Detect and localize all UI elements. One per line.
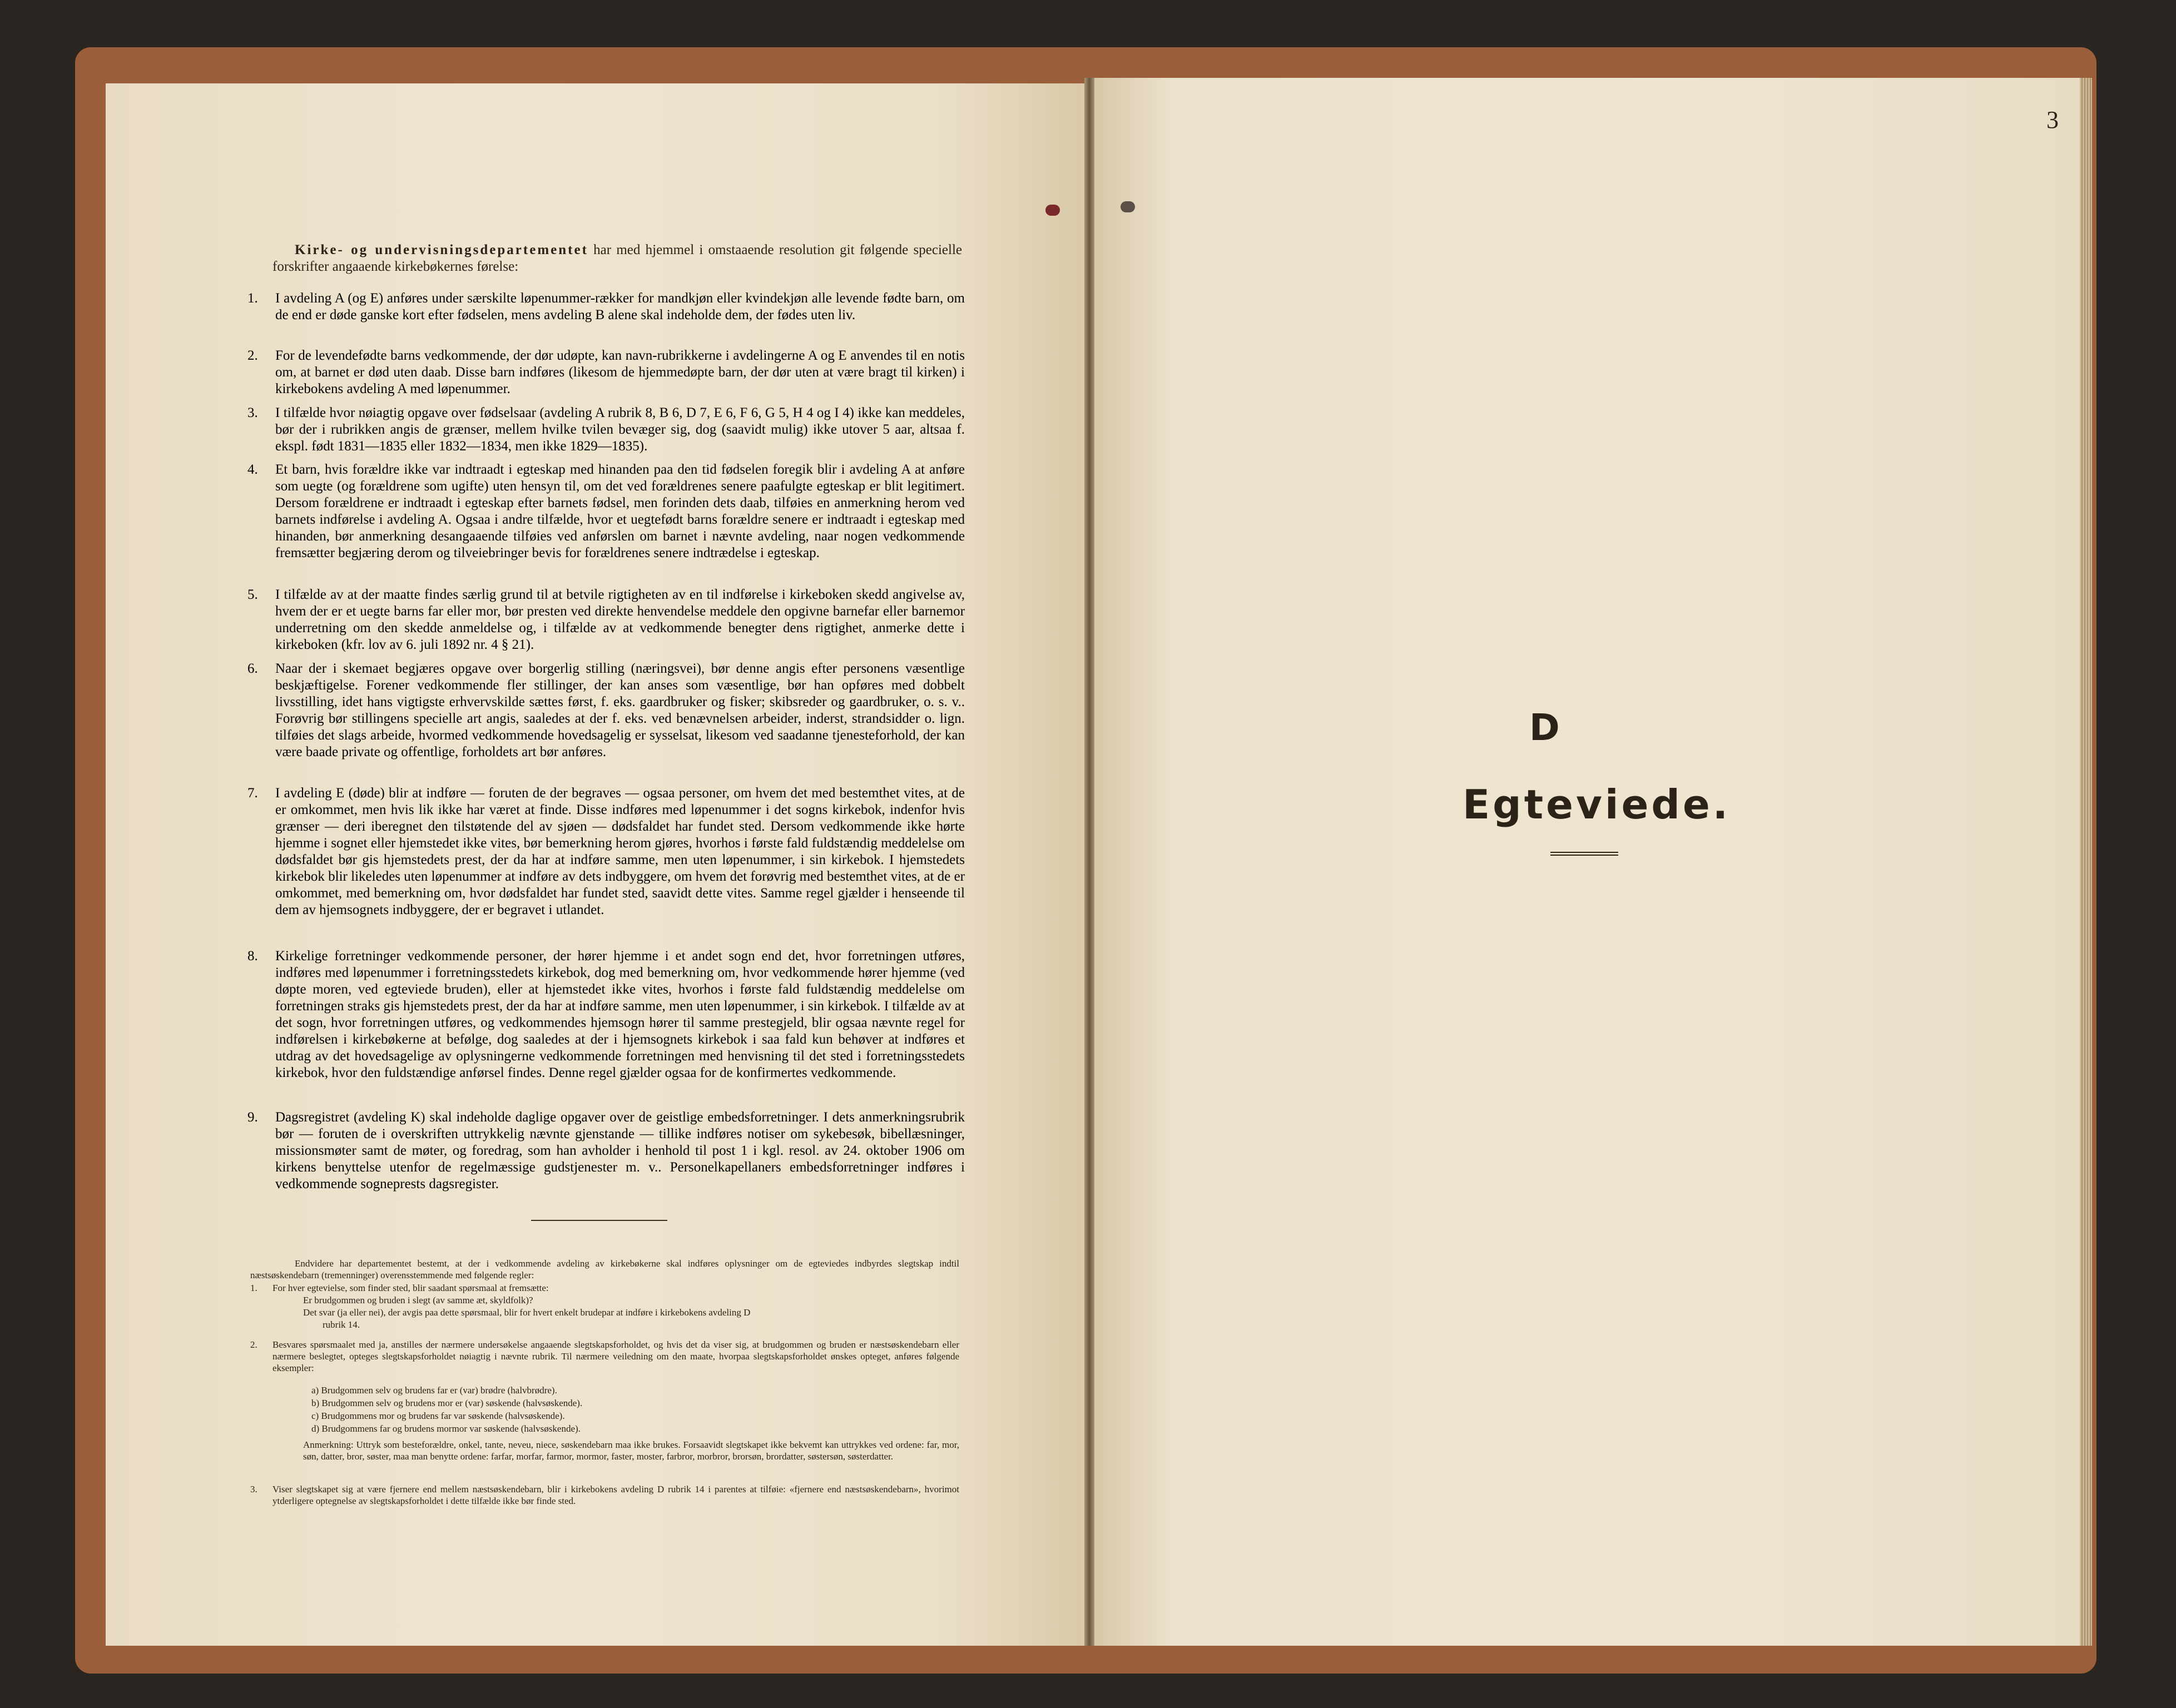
- page-stack-edge: [2080, 78, 2092, 1646]
- section-title: Egteviede.: [1463, 781, 1731, 828]
- regulation-item: [247, 587, 965, 653]
- item-text: I avdeling A (og E) anføres under særskilte løpenummer-rækker for mandkjøn eller kvindekjøn alle levende fødte barn, om de end er døde ganske kort efter fødselen, mens avdeling B alene skal indeholde dem, der fødes uten liv.: [275, 291, 965, 322]
- footnote-number: 3.: [250, 1484, 257, 1494]
- regulation-item: [247, 785, 965, 918]
- item-text: Naar der i skemaet begjæres opgave over borgerlig stilling (næringsvei), bør denne angis efter personens væsentlige beskjæftigelse. Forener vedkommende fler stillinger, der kan anses som væsentlige, bør han opføres med dobbelt livsstilling, idet hans vigtigste erhvervskilde sættes først, f. eks. gaardbruker og fisker; skibsreder og gaardbruker, o. s. v.. Forøvrig bør stillingens specielle art angis, saaledes at der f. eks. ved benævnelsen arbeider, inderst, strandsidder o. lign. tilføies det slags arbeide, hvormed vedkommende hovedsagelig er sysselsat, likesom ved saadanne tjenesteforhold, der kan være baade private og offentlige, forholdets art bør anføres.: [275, 661, 965, 759]
- title-underline: [1550, 852, 1618, 856]
- section-letter: D: [1529, 706, 1560, 749]
- item-text: For de levendefødte barns vedkommende, der dør udøpte, kan navn-rubrikkerne i avdelingerne A og E anvendes til en notis om, at barnet er død uten daab. Disse barn indføres (likesom de hjemmedøpte barn, der dør uten at være bragt til kirken) i kirkebokens avdeling A med løpenummer.: [275, 348, 965, 396]
- regulation-item: [247, 405, 965, 455]
- example-line: a) Brudgommen selv og brudens far er (var) brødre (halvbrødre).: [311, 1385, 557, 1396]
- footnote-question: Er brudgommen og bruden i slegt (av samme æt, skyldfolk)?: [303, 1295, 533, 1305]
- footnote-question: rubrik 14.: [323, 1319, 360, 1330]
- footnote-question: Det svar (ja eller nei), der avgis paa dette spørsmaal, blir for hvert enkelt brudepar at indføre i kirkebokens avdeling D: [303, 1307, 751, 1318]
- page-number: 3: [2046, 106, 2059, 133]
- book-gutter: [1084, 78, 1094, 1646]
- intro-paragraph: [272, 242, 962, 275]
- item-text: Et barn, hvis forældre ikke var indtraadt i egteskap med hinanden paa den tid fødselen foregik blir i avdeling A at anføre som uegte (og forældrene som ugifte) uten hensyn til, om det ved forældrenes senere paafulgte egteskap er blit legitimert. Dersom forældrene er indtraadt i egteskap efter barnets fødsel, men forinden dets daab, tilføies en anmerkning herom ved barnets indførelse i avdeling A. Ogsaa i andre tilfælde, hvor et uegtefødt barns forældre senere er indtraadt i egteskap med hinanden, bør anmerkning desangaaende tilføies ved anførslen om barnet i nævnte avdeling, naar nogen vedkommende fremsætter begjæring derom og tilveiebringer bevis for forældrenes senere indtrædelse i egteskap.: [275, 462, 965, 560]
- right-page: [1093, 78, 2080, 1646]
- footnote-item: [250, 1339, 959, 1374]
- item-number: 5.: [247, 587, 258, 602]
- footnote-number: 2.: [250, 1339, 257, 1350]
- example-line: c) Brudgommens mor og brudens far var søskende (halvsøskende).: [311, 1411, 565, 1421]
- footnote-item: [250, 1282, 959, 1294]
- footnote-item: [250, 1483, 959, 1507]
- item-number: 6.: [247, 661, 258, 676]
- item-text: Kirkelige forretninger vedkommende personer, der hører hjemme i et andet sogn end det, hvor forretningen utføres, indføres med løpenummer i forretningsstedets kirkebok, dog med bemerkning om, hvor vedkommende hører hjemme (ved døpte moren, ved egteviede bruden), eller at hjemstedet ikke vites, hvorhos i første fald fuldstændig meddelelse om forretningen straks gis hjemstedets prest, der da har at indføre samme, men uten løpenummer, i sin kirkebok. I tilfælde av at det sogn, hvor forretningen utføres, og vedkommendes hjemsogn hører til samme prestegjeld, blir ogsaa nævnte regel for indførelsen i kirkebøkerne at befølge, dog saaledes at der i hjemsognets kirkebok i saa fald kun behøver at indføres et utdrag av det hovedsagelige av oplysningerne vedkommende forretningen med henvisning til det sted i forretningsstedets kirkebok, hvor den fuldstændige anførsel findes. Denne regel gjælder ogsaa for de konfirmertes vedkommende.: [275, 949, 965, 1080]
- item-text: I avdeling E (døde) blir at indføre — foruten de der begraves — ogsaa personer, om hvem det med bestemthet vites, at de er omkommet, men hvis lik ikke har været at finde. Disse indføres med løpenummer i det sogns kirkebok, indenfor hvis grænser — deri iberegnet den tilstøtende del av sjøen — dødsfaldet har fundet sted. Dersom vedkommende ikke hørte hjemme i sognet eller hjemstedet ikke vites, bør bemerkning herom gjøres, hvorhos i første fald fuldstændig meddelelse om dødsfaldet bør gis hjemstedets prest, der da har at indføre samme, men uten løpenummer, i sin kirkebok. I hjemstedets kirkebok blir likeledes uten løpenummer at indføre av dets indbyggere, om hvem det forøvrig med bestemthet vites, at de er omkommet, med bemerkning om, hvor dødsfaldet har fundet sted, saavidt dette vites. Samme regel gjælder i henseende til dem av hjemsognets indbyggere, der er begravet i utlandet.: [275, 786, 965, 917]
- grey-page-marker-icon: [1121, 201, 1135, 212]
- intro-rest: har med hjemmel i omstaaende resolution git følgende specielle forskrifter angaaende kirkebøkernes førelse:: [272, 242, 962, 274]
- regulation-item: [247, 948, 965, 1081]
- item-number: 8.: [247, 949, 258, 964]
- footnote-text: Viser slegtskapet sig at være fjernere end mellem næstsøskendebarn, blir i kirkebokens avdeling D rubrik 14 i parentes at tilføie: «fjernere end næstsøskendebarn», hvorimot ytderligere optegnelse av slegtskapsforholdet i dette tilfælde ikke bør finde sted.: [272, 1484, 959, 1506]
- regulation-item: [247, 1109, 965, 1193]
- section-divider: [531, 1220, 667, 1221]
- item-text: I tilfælde av at der maatte findes særlig grund til at betvile rigtigheten av en til indførelse i kirkeboken skedd angivelse av, hvem der er et uegte barns far eller mor, bør presten ved direkte henvendelse meddele den opgivne barnefar eller barnemor underretning om den skedde anmeldelse og, i tilfælde av at vedkommende benegter dens rigtighet, anmerke dette i kirkeboken (kfr. lov av 6. juli 1892 nr. 4 § 21).: [275, 587, 965, 652]
- regulation-item: [247, 347, 965, 398]
- red-page-marker-icon: [1045, 205, 1060, 216]
- item-number: 7.: [247, 786, 258, 801]
- item-number: 3.: [247, 405, 258, 420]
- example-line: b) Brudgommen selv og brudens mor er (var) søskende (halvsøskende).: [311, 1398, 583, 1408]
- footnote-intro: Endvidere har departementet bestemt, at der i vedkommende avdeling av kirkebøkerne skal indføres oplysninger om de egteviedes indbyrdes slegtskap indtil næstsøskendebarn (tremenninger) overensstemmende med følgende regler:: [250, 1258, 959, 1280]
- item-number: 4.: [247, 462, 258, 477]
- footnote-text: Besvares spørsmaalet med ja, anstilles der nærmere undersøkelse angaaende slegtskapsforholdet, og hvis det da viser sig, at brudgommen og bruden er næstsøskendebarn eller nærmere beslegtet, opteges slegtskapsforholdet nøiagtig i nævnte rubrik. Til nærmere veiledning om den maate, hvorpaa slegtskapsforholdet ønskes opteget, anføres følgende eksempler:: [272, 1339, 959, 1373]
- footnote-text: For hver egtevielse, som finder sted, blir saadant spørsmaal at fremsætte:: [272, 1283, 549, 1293]
- example-line: d) Brudgommens far og brudens mormor var søskende (halvsøskende).: [311, 1423, 581, 1434]
- regulation-item: [247, 290, 965, 324]
- item-text: I tilfælde hvor nøiagtig opgave over fødselsaar (avdeling A rubrik 8, B 6, D 7, E 6, F 6, G 5, H 4 og I 4) ikke kan meddeles, bør der i rubrikken angis de grænser, mellem hvilke tvilen bevæger sig, dog (saavidt mulig) ikke utover 5 aar, altsaa f. ekspl. født 1831—1835 eller 1832—1834, men ikke 1829—1835).: [275, 405, 965, 454]
- intro-lead: Kirke- og undervisningsdepartementet: [295, 242, 588, 257]
- footnote-number: 1.: [250, 1283, 257, 1293]
- regulation-item: [247, 661, 965, 761]
- regulation-item: [247, 461, 965, 562]
- item-number: 2.: [247, 348, 258, 363]
- item-number: 9.: [247, 1110, 258, 1125]
- item-number: 1.: [247, 291, 258, 306]
- footnote-note: Anmerkning: Uttryk som besteforældre, onkel, tante, neveu, niece, søskendebarn maa ikke brukes. Forsaavidt slegtskapet ikke bekvemt kan uttrykkes ved ordene: far, mor, søn, datter, bror, søster, maa man benytte ordene: farfar, morfar, farmor, mormor, faster, moster, farbror, morbror, brorsøn, brordatter, søstersøn, søsterdatter.: [303, 1439, 959, 1462]
- item-text: Dagsregistret (avdeling K) skal indeholde daglige opgaver over de geistlige embedsforretninger. I dets anmerkningsrubrik bør — foruten de i overskriften uttrykkelig nævnte gjenstande — tillike indføres notiser om sykebesøk, bibellæsninger, missionsmøter samt de møter, og foredrag, som han avholder i henhold til post 1 i kgl. resol. av 24. oktober 1906 om kirkens benyttelse utenfor de regelmæssige gudstjenester m. v.. Personelkapellaners embedsforretninger indføres i vedkommende sogneprests dagsregister.: [275, 1110, 965, 1191]
